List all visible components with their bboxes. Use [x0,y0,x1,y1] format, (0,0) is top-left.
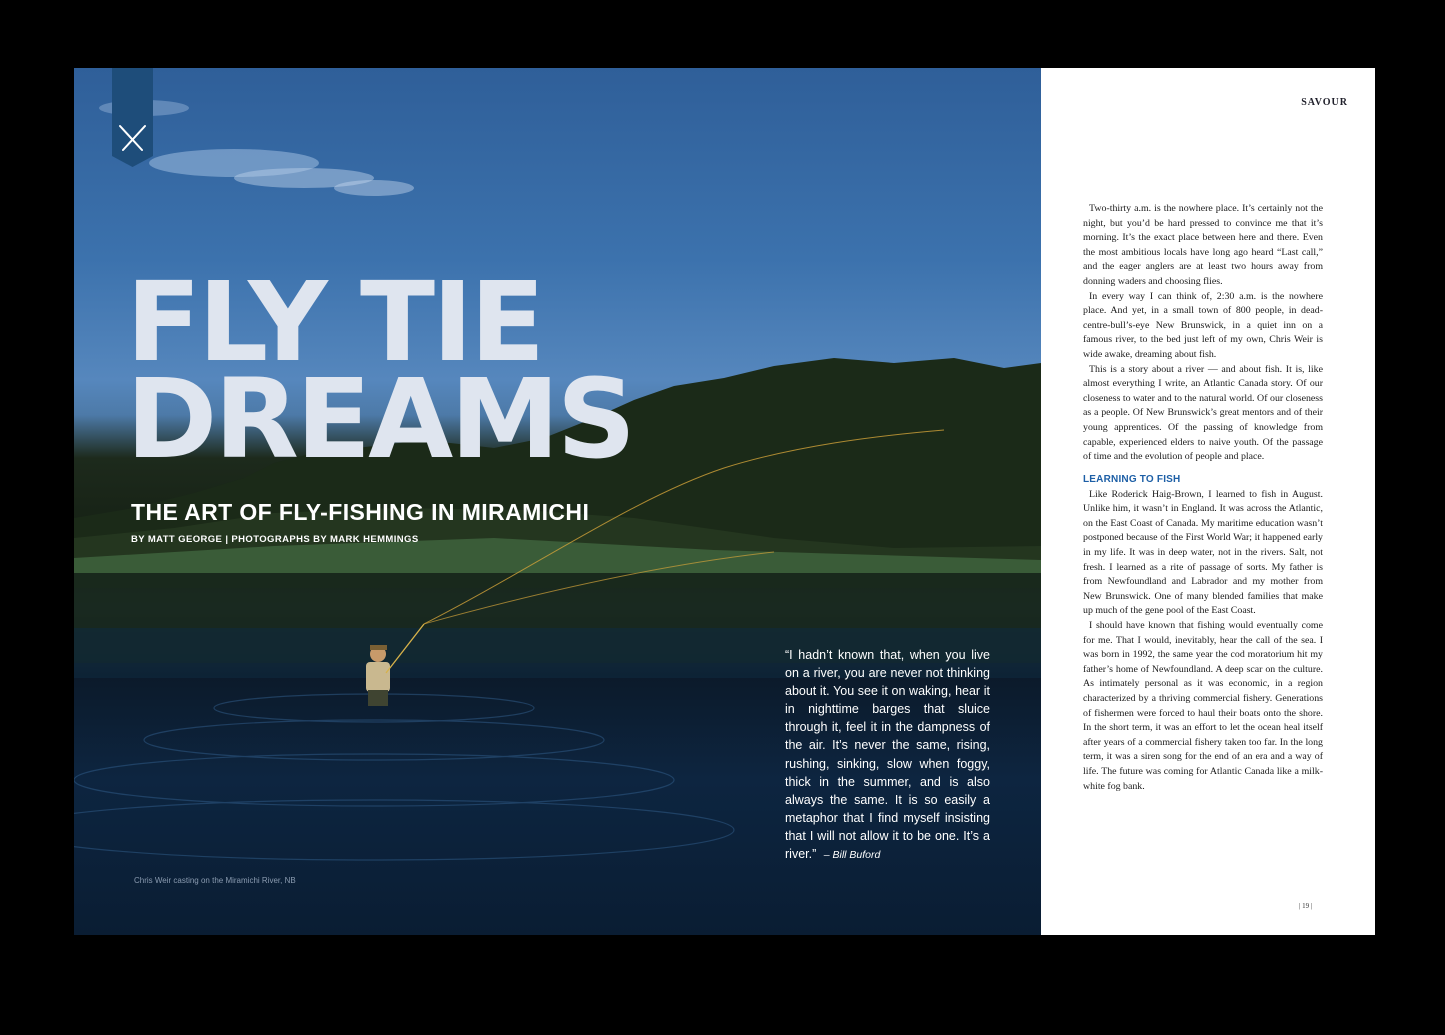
article-body [1083,202,1323,794]
pull-quote [785,646,990,864]
body-paragraph: Like Roderick Haig-Brown, I learned to fish in August. Unlike him, it wasn’t in England. It was across the Atlantic, on the East Coast of Canada. My maritime education wasn’t postponed because of the First World War; it happened early in my life. It was in deep water, not in the rivers. Salt, not fresh. I learned as a rite of passage of sorts. My father is from Newfoundland and Labrador and my mother from New Brunswick. One of many blended families that make up much of the gene pool of the East Coast. [1083,488,1323,617]
article-byline: BY MATT GEORGE | PHOTOGRAPHS BY MARK HEMMINGS [131,534,419,545]
text-page [1041,68,1375,935]
page-number: | 19 | [1299,902,1313,910]
pull-quote-text: “I hadn’t known that, when you live on a river, you are never not thinking about it. You see it on waking, hear it in nighttime barges that sluice through it, feel it in the dampness of the air. It’s never the same, rising, rushing, sinking, slow when foggy, thick in the summer, and is also always the same. It is so easily a metaphor that I find myself insisting that I will not allow it to be one. It’s a river.” [785,648,990,862]
body-paragraph: In every way I can think of, 2:30 a.m. is the nowhere place. And yet, in a small town of 800 people, in dead-centre-bull’s-eye New Brunswick, in a quiet inn on a famous river, to the bed just left of my own, Chris Weir is wide awake, dreaming about fish. [1083,290,1323,360]
pull-quote-attribution: – Bill Buford [823,849,881,862]
article-subtitle: THE ART OF FLY-FISHING IN MIRAMICHI [131,499,590,525]
title-line-2: DREAMS [126,355,633,483]
body-paragraph: Two-thirty a.m. is the nowhere place. It’s certainly not the night, but you’d be hard pressed to convince me that it’s morning. It’s the exact place between here and there. Even the most ambitious locals have long ago heard “Last call,” and the eager anglers are at least two hours away from donning waders and choosing flies. [1083,203,1323,287]
photo-caption: Chris Weir casting on the Miramichi River, NB [134,876,296,885]
section-ribbon [112,68,153,167]
subheading: LEARNING TO FISH [1083,473,1181,485]
body-paragraph: This is a story about a river — and about fish. It is, like almost everything I write, an Atlantic Canada story. Of our closeness to water and to the natural world. Of our closeness as a people. Of New Brunswick’s great mentors and of their young apprentices. Of the passing of knowledge from capable, experienced elders to naive youth. Of the passage of time and the evolution of people and place. [1083,363,1323,463]
article-title [126,258,633,483]
section-label: SAVOUR [1301,97,1348,108]
river-photo [74,68,1041,935]
body-paragraph: I should have known that fishing would eventually come for me. That I would, inevitably, hear the call of the sea. I was born in 1992, the same year the cod moratorium hit my father’s home of Newfoundland. A deep scar on the culture. As intimately personal as it was economic, in a region characterized by a thriving commercial fishery. Generations of fishermen were forced to haul their boats onto the shore. In the short term, it was an effort to let the ocean heal itself after years of a commercial fishery taken too far. In the long term, it was a siren song for the end of an era and a way of life. The future was coming for Atlantic Canada like a milk-white fog bank. [1083,620,1323,792]
title-line-1: FLY TIE [126,258,543,386]
magazine-spread [74,68,1375,935]
